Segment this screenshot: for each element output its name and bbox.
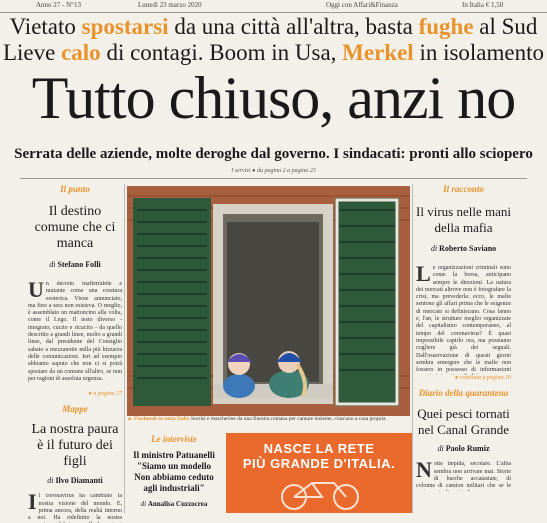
kicker-line-2: Lieve calo di contagi. Boom in Usa, Merkel in isolamento xyxy=(2,40,545,65)
column-rule-left xyxy=(124,184,125,513)
subheadline: Serrata delle aziende, molte deroghe dal governo. I sindacati: pronti allo sciopero xyxy=(14,146,533,162)
ad-text: NASCE LA RETE PIÙ GRANDE D'ITALIA. xyxy=(242,441,396,471)
section-label: Le interviste xyxy=(151,434,197,444)
divider xyxy=(20,178,527,179)
section-label-2: Mappe xyxy=(62,404,88,415)
article-title: Il virus nelle mani della mafia xyxy=(416,204,511,235)
kicker-line-1: Vietato spostarsi da una città all'altra, basta fughe al Sud xyxy=(9,14,538,39)
bicycle-icon xyxy=(276,475,366,511)
dropcap: I xyxy=(28,493,37,515)
byline-2: di Ilvo Diamanti xyxy=(47,476,103,486)
byline: di Roberto Saviano xyxy=(430,244,497,253)
article-body-2: Il coronavirus ha cambiato la nostra visione del mondo. E, prima ancora, della realtà intorno a noi. Ha ridefinito la nostra xyxy=(28,493,122,522)
right-column xyxy=(416,184,511,491)
page-references: I servizi ● da pagina 2 a pagina 23 xyxy=(231,168,316,174)
supplement-note: Oggi con Affari&Finanza xyxy=(326,1,398,9)
left-column xyxy=(28,184,122,523)
article-body: Le organizzazioni criminali sono come la borsa, anticipano sempre le direzioni. La natura dei mercati altrove non è fotografare la crisi, ma prevederla: ecco, le mafie sentono gli affari prima che le esigenze di mercato si definiscano. Cosa fanno e, l'an, le strutture meglio organizzate del capitalismo contemporaneo, al tempo del coronavirus? È quasi impossibile capirlo ora, ma possiamo cogliere già dei segnali. Dall'osservazione di questi giorni sembra emergere che le mafie non fossero in possesso di informazioni xyxy=(416,265,511,374)
advertisement[interactable] xyxy=(226,433,412,513)
dropcap: L xyxy=(416,265,431,286)
interview-box xyxy=(128,434,220,508)
section-label-2: Diario della quarantena xyxy=(418,388,509,399)
article-title: Il destino comune che ci manca xyxy=(34,204,116,251)
lead-photo xyxy=(127,186,410,416)
continued-ref: ● a pagina 27 xyxy=(88,391,122,397)
photo-caption: ▲ Flashmob in tutta Italia Sorrisi e mascherine da una finestra romana per cantare insieme, ciascuno a casa propria xyxy=(127,416,386,422)
column-rule-right xyxy=(412,184,413,513)
main-headline: Tutto chiuso, anzi no xyxy=(31,65,516,131)
article-body: Un decreto inafferrabile e mutante come una creatura esoterica. Viene annunciato, ma fino a sera non esisteva. O meglio, è assemblato un mattoncino alla volta, come il Lego. Il testo diverso - integrato, cucito e ricucito - da quello descritto a grandi linee, molto a grandi linee, dal presidente del Consiglio sabato a mezzanotte nella più bizzarra delle comunicazioni. Ieri ad esempio abbiamo saputo che non ci si potrà spostare da un comune all'altro, se non per ragioni di assoluta urgenza. xyxy=(28,281,122,382)
dropcap: N xyxy=(416,461,432,483)
masthead-strip xyxy=(0,0,547,13)
byline: di Stefano Folli xyxy=(49,260,101,269)
byline-2: di Paolo Rumiz xyxy=(437,444,490,454)
interview-byline: di Annalisa Cuzzocrea xyxy=(140,500,208,508)
article-body-2: Notte tiepida, secolare. L'alba sembra non arrivare mai. Storie di barche accatastate, di colonne di camion militari che se le xyxy=(416,461,511,490)
window-photo-illustration xyxy=(127,186,410,416)
section-label: Il punto xyxy=(60,184,90,194)
price: In Italia € 1,50 xyxy=(462,1,504,9)
edition-number: Anno 27 - N°13 xyxy=(36,1,81,9)
dropcap: U xyxy=(28,281,44,302)
article-title-2: La nostra paura è il futuro dei figli xyxy=(31,422,119,470)
interview-title: Il ministro Patuanelli "Siamo un modello Non abbiamo ceduto agli industriali" xyxy=(133,450,215,493)
section-label: Il racconto xyxy=(443,184,484,194)
issue-date: Lunedì 23 marzo 2020 xyxy=(138,1,202,9)
article-title-2: Quei pesci tornati nel Canal Grande xyxy=(417,406,510,438)
continued-ref: ● continua a pagina 20 xyxy=(454,375,511,381)
